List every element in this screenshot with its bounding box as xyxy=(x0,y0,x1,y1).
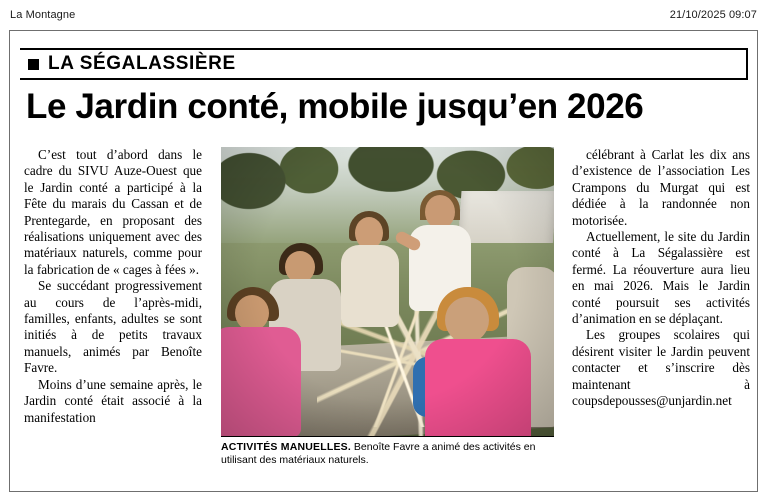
workshop-photo xyxy=(221,147,554,436)
publication-datetime: 21/10/2025 09:07 xyxy=(669,9,757,21)
figure-caption xyxy=(221,436,554,477)
black-square-icon xyxy=(28,59,39,70)
article-figure xyxy=(221,147,554,477)
text-column-right xyxy=(572,147,750,410)
photo-vignette xyxy=(221,147,554,436)
paragraph: Les groupes scolaires qui désirent visiter le Jardin peuvent contacter et s’inscrire dès maintenant à coupsdepousses@unjardin.net xyxy=(572,327,750,409)
section-header xyxy=(20,48,748,80)
text-column-left xyxy=(24,147,202,426)
paragraph: célébrant à Carlat les dix ans d’existence de l’association Les Crampons du Murgat qui est dédiée à la randonnée non motorisée. xyxy=(572,147,750,228)
document-meta-bar xyxy=(0,0,767,30)
newspaper-page xyxy=(9,30,758,492)
paragraph: Moins d’une semaine après, le Jardin conté était associé à la manifestation xyxy=(24,376,202,425)
paragraph: C’est tout d’abord dans le cadre du SIVU Auze-Ouest que le Jardin conté a participé à la Fête du marais du Cassan et de Prentegarde, en proposant des réalisations uniquement avec des matériaux naturels, comme pour la fabrication de « cages à fées ». xyxy=(24,147,202,277)
publication-name: La Montagne xyxy=(10,9,76,21)
caption-kicker: ACTIVITÉS MANUELLES. xyxy=(221,441,352,453)
caption-text: Benoîte Favre a animé des activités en utilisant des matériaux naturels. xyxy=(221,441,536,466)
paragraph: Se succédant progressivement au cours de l’après-midi, familles, enfants, adultes se sont initiés à de petits travaux manuels, animés par Benoîte Favre. xyxy=(24,278,202,376)
article-body xyxy=(24,147,750,477)
paragraph: Actuellement, le site du Jardin conté à La Ségalassière est fermé. La réouverture aura lieu en mai 2026. Mais le Jardin conté poursuit ses activités d’animation en se déplaçant. xyxy=(572,229,750,327)
article-headline: Le Jardin conté, mobile jusqu’en 2026 xyxy=(26,87,644,126)
section-title: LA SÉGALASSIÈRE xyxy=(48,53,236,74)
